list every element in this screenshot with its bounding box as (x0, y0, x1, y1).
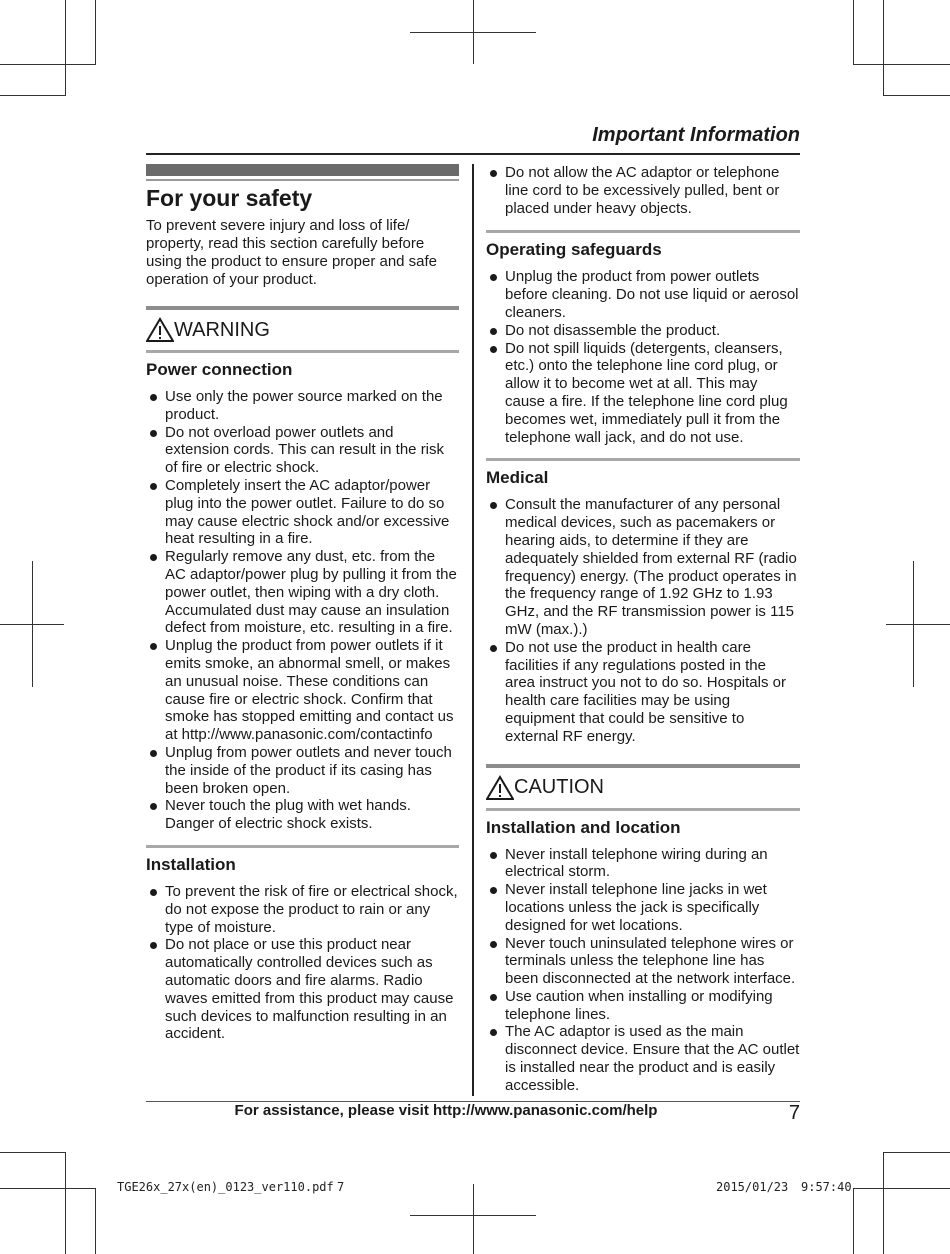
section-rule (486, 458, 800, 461)
warning-label: WARNING (174, 318, 270, 341)
medical-list (486, 496, 800, 745)
print-page: 7 (337, 1180, 345, 1194)
crop-mark (853, 64, 950, 65)
crop-mark (883, 1152, 950, 1153)
crop-mark (883, 95, 950, 96)
list-item: Never touch uninsulated telephone wires or terminals unless the telephone line has been disconnected at the network interface. (486, 935, 800, 988)
list-item: Never touch the plug with wet hands. Danger of electric shock exists. (146, 797, 459, 833)
section-rule (146, 350, 459, 353)
print-date: 2015/01/23 (716, 1180, 789, 1194)
list-item: The AC adaptor is used as the main disconnect device. Ensure that the AC outlet is installed near the product and is easily accessible. (486, 1023, 800, 1094)
assistance-text: For assistance, please visit http://www.panasonic.com/help (234, 1102, 658, 1119)
list-item: Use only the power source marked on the product. (146, 388, 459, 424)
list-item: Do not place or use this product near automatically controlled devices such as automatic doors and fire alarms. Radio waves emitted from this product may cause such devices to malfunction resulting in an accident. (146, 936, 459, 1043)
crop-mark (65, 1152, 66, 1254)
list-item: Completely insert the AC adaptor/power plug into the power outlet. Failure to do so may cause electric shock and/or excessive heat resulting in a fire. (146, 477, 459, 548)
list-item: Do not use the product in health care facilities if any regulations posted in the area instruct you not to do so. Hospitals or health care facilities may be using equipment that could be sensitive to external RF energy. (486, 639, 800, 746)
warning-banner (146, 310, 459, 350)
installation-list (146, 883, 459, 1043)
installation-location-list (486, 846, 800, 1095)
column-divider (472, 164, 474, 1096)
crop-mark (0, 64, 96, 65)
list-item: Never install telephone wiring during an electrical storm. (486, 846, 800, 882)
crop-mark (65, 0, 66, 96)
medical-heading: Medical (486, 468, 549, 488)
crop-mark (0, 1152, 66, 1153)
crop-mark (32, 561, 33, 687)
operating-safeguards-list (486, 268, 800, 446)
section-rule (146, 845, 459, 848)
section-rule (486, 230, 800, 233)
list-item: Use caution when installing or modifying telephone lines. (486, 988, 800, 1024)
header-rule (146, 153, 800, 155)
crop-mark (853, 1188, 854, 1254)
list-item: Do not spill liquids (detergents, cleansers, etc.) onto the telephone line cord plug, or allow it to become wet at all. This may cause a fire. If the telephone line cord plug becomes wet, immediately pull it from the telephone wall jack, and do not use. (486, 340, 800, 447)
list-item: Regularly remove any dust, etc. from the AC adaptor/power plug by pulling it from the power outlet, then wiping with a dry cloth. Accumulated dust may cause an insulation defect from moisture, etc. resulting in a fire. (146, 548, 459, 637)
list-item: Do not allow the AC adaptor or telephone line cord to be excessively pulled, bent or placed under heavy objects. (486, 164, 800, 217)
crop-mark (886, 624, 950, 625)
list-item: Unplug the product from power outlets if it emits smoke, an abnormal smell, or makes an unusual noise. These conditions can cause fire or electric shock. Confirm that smoke has stopped emitting and contact us at http://www.panasonic.com/contactinfo (146, 637, 459, 744)
list-item: Never install telephone line jacks in wet locations unless the jack is specifically designed for wet locations. (486, 881, 800, 934)
page-title: For your safety (146, 185, 313, 211)
cord-list (486, 164, 800, 217)
warning-triangle-icon (486, 775, 514, 801)
list-item: To prevent the risk of fire or electrical shock, do not expose the product to rain or any type of moisture. (146, 883, 459, 936)
crop-mark (0, 1188, 96, 1189)
power-connection-heading: Power connection (146, 360, 293, 379)
crop-mark (95, 1188, 96, 1254)
crop-mark (0, 95, 66, 96)
list-item: Do not disassemble the product. (486, 322, 800, 340)
title-bar (146, 164, 459, 176)
left-column (146, 164, 459, 1043)
warning-triangle-icon (146, 317, 174, 343)
print-filename: TGE26x_27x(en)_0123_ver110.pdf (117, 1180, 334, 1194)
section-title: Important Information (592, 124, 800, 146)
installation-location-heading: Installation and location (486, 817, 681, 837)
title-bar-rule (146, 179, 459, 181)
caution-banner (486, 768, 800, 808)
crop-mark (883, 1152, 884, 1254)
page-number: 7 (788, 1102, 800, 1124)
intro-paragraph: To prevent severe injury and loss of life/ property, read this section carefully before using the product to ensure proper and safe operation of your product. (146, 217, 438, 288)
operating-safeguards-heading: Operating safeguards (486, 240, 662, 260)
crop-mark (853, 0, 854, 64)
crop-mark (473, 0, 474, 64)
section-rule (486, 808, 800, 811)
list-item: Do not overload power outlets and extension cords. This can result in the risk of fire or electric shock. (146, 424, 459, 477)
crop-mark (913, 561, 914, 687)
installation-heading: Installation (146, 854, 236, 874)
list-item: Unplug from power outlets and never touch the inside of the product if its casing has been broken open. (146, 744, 459, 797)
right-column (486, 164, 800, 1095)
list-item: Unplug the product from power outlets before cleaning. Do not use liquid or aerosol cleaners. (486, 268, 800, 321)
list-item: Consult the manufacturer of any personal medical devices, such as pacemakers or hearing aids, to determine if they are adequately shielded from external RF (radio frequency) energy. (The product operates in the frequency range of 1.92 GHz to 1.93 GHz, and the RF transmission power is 115 mW (max.).) (486, 496, 800, 638)
print-time: 9:57:40 (801, 1180, 852, 1194)
crop-mark (883, 0, 884, 96)
power-connection-list (146, 388, 459, 833)
crop-mark (95, 0, 96, 64)
crop-mark (853, 1188, 950, 1189)
caution-label: CAUTION (514, 776, 604, 799)
crop-mark (473, 1184, 474, 1254)
